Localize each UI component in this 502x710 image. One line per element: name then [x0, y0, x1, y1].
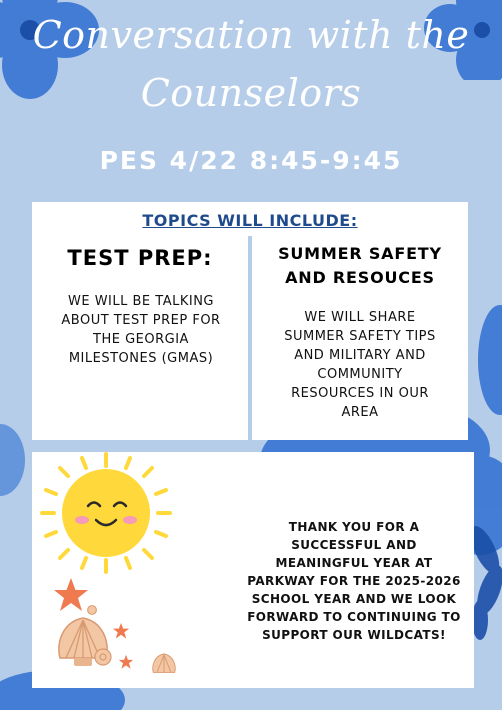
summer-safety-title — [256, 242, 464, 290]
event-title — [0, 6, 502, 122]
summer-safety-line: AND MILITARY AND — [294, 348, 426, 363]
test-prep-line: ABOUT TEST PREP FOR — [61, 313, 221, 328]
test-prep-line: THE GEORGIA — [93, 332, 189, 347]
topics-heading: TOPICS WILL INCLUDE: — [142, 211, 358, 230]
column-divider — [248, 236, 252, 440]
thank-you-line: SUPPORT OUR WILDCATS! — [262, 628, 446, 642]
seashell-icon — [92, 646, 114, 668]
event-date-time: PES 4/22 8:45-9:45 — [99, 146, 403, 175]
summer-safety-title-line: AND RESOUCES — [285, 268, 435, 287]
thank-you-line: MEANINGFUL YEAR AT — [275, 556, 433, 570]
thank-you-message — [246, 518, 462, 644]
summer-safety-title-line: SUMMER SAFETY — [278, 244, 442, 263]
test-prep-line: WE WILL BE TALKING — [68, 294, 214, 309]
thank-you-line: PARKWAY FOR THE 2025-2026 — [247, 574, 461, 588]
title-line-2: Counselors — [140, 71, 362, 115]
title-line-1: Conversation with the — [32, 13, 470, 57]
summer-safety-line: SUMMER SAFETY TIPS — [284, 329, 436, 344]
thank-you-line: FORWARD TO CONTINUING TO — [247, 610, 461, 624]
starfish-icon — [118, 654, 134, 670]
summer-safety-line: COMMUNITY — [317, 367, 403, 382]
thank-you-line: SCHOOL YEAR AND WE LOOK — [251, 592, 457, 606]
blue-flower-icon — [470, 300, 502, 420]
starfish-icon — [112, 622, 130, 640]
test-prep-description — [38, 292, 244, 368]
thank-you-line: THANK YOU FOR A — [288, 520, 420, 534]
test-prep-line: MILESTONES (GMAS) — [68, 351, 214, 366]
summer-safety-line: AREA — [341, 405, 379, 420]
seashell-icon — [150, 652, 178, 678]
test-prep-title: TEST PREP: — [67, 246, 213, 270]
summer-safety-description — [256, 308, 464, 422]
summer-safety-line: WE WILL SHARE — [304, 310, 416, 325]
summer-safety-line: RESOURCES IN OUR — [291, 386, 429, 401]
thank-you-line: SUCCESSFUL AND — [291, 538, 417, 552]
seashell-icon — [86, 604, 98, 616]
starfish-icon — [52, 576, 90, 614]
sun-icon — [36, 448, 176, 578]
